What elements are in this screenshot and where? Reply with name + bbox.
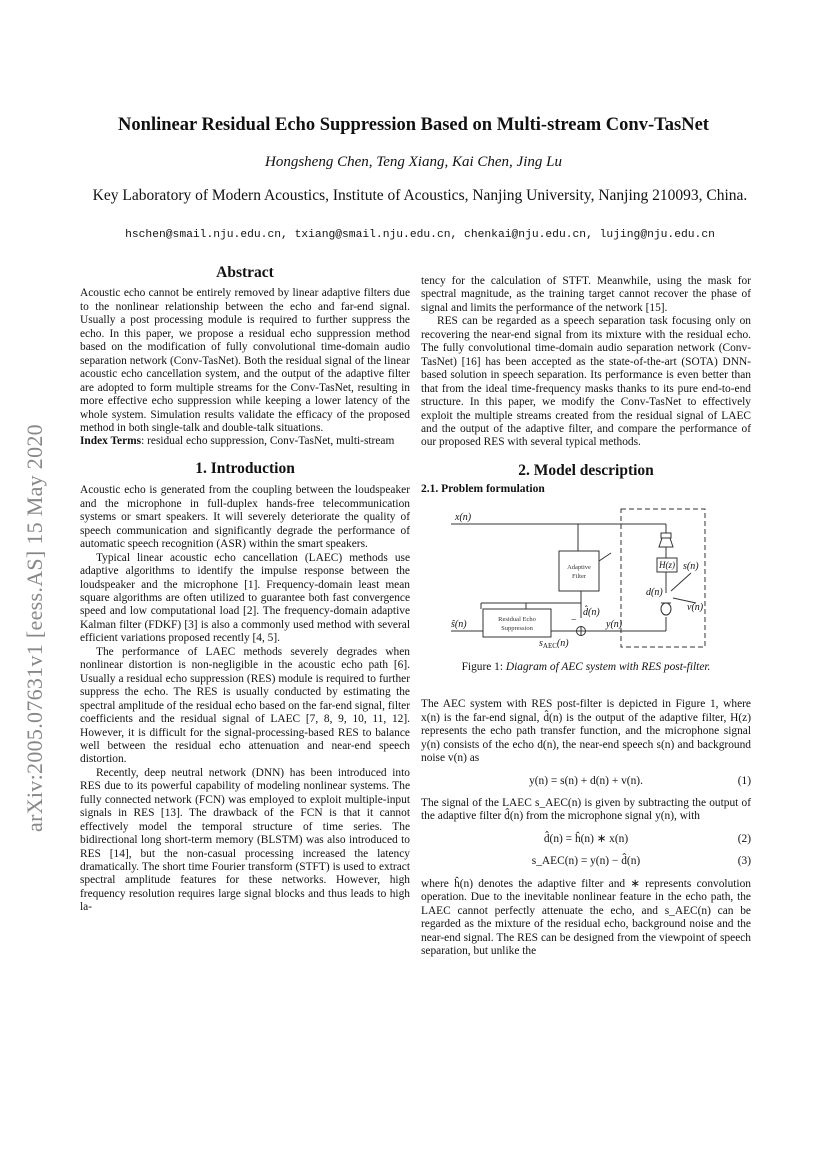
affiliation: Key Laboratory of Modern Acoustics, Institute of Acoustics, Nanjing University, Nanjing 210093, China. bbox=[92, 187, 748, 204]
abstract-text: Acoustic echo cannot be entirely removed by linear adaptive filters due to the nonlinear relationship between the echo and far-end signal. Usually a post processing module is required to further suppress the echo. In this paper, we propose a residual echo suppression method based on the modification of fully convolutional time-domain audio separation network (Conv-TasNet). Both the residual signal of the linear acoustic echo cancellation system, and the output of the adaptive filter are adopted to form multiple streams for the Conv-TasNet, resulting in more effective echo suppression while keeping a lower latency of the whole system. Simulation results validate the efficacy of the proposed method in both single-talk and double-talk situations. bbox=[80, 287, 410, 434]
dhat-label: d̂(n) bbox=[583, 606, 600, 618]
aec-paragraph: The AEC system with RES post-filter is depicted in Figure 1, where x(n) is the far-end signal, d̂(n) is the output of the adaptive filter, H(z) represents the echo path transfer function, and the microphone signal y(n) consists of the echo d(n), the near-end speech s(n) and background noise v(n) as bbox=[421, 698, 751, 765]
index-terms-text: : residual echo suppression, Conv-TasNet, multi-stream bbox=[141, 435, 395, 448]
model-heading: 2. Model description bbox=[518, 461, 654, 479]
x-label: x(n) bbox=[455, 511, 472, 523]
res-label-2: Suppression bbox=[501, 624, 533, 632]
saec-label: $s_{AEC}(n)$ bbox=[539, 637, 569, 650]
minus-label: − bbox=[571, 614, 577, 626]
figure-caption: Figure 1: Diagram of AEC system with RES post-filter. bbox=[461, 660, 711, 673]
paper-title: Nonlinear Residual Echo Suppression Based on Multi-stream Conv-TasNet bbox=[118, 115, 709, 135]
intro-paragraph: Recently, deep neutral network (DNN) has been introduced into RES due to its powerful capability of modeling nonlinear systems. The fully connected network (FCN) was employed to exploit multiple-input signals in RES [13]. The drawback of the FCN is that it cannot effectively model the temporal structure of time series. The bidirectional long short-term memory (BLSTM) was also introduced to RES [14], but the non-casual processing increased the latency dramatically. The short time Fourier transform (STFT) is used to extract spectral amplitude features for these networks. However, high frequency resolution requires large signal blocks and thus leads to high la- bbox=[80, 766, 410, 914]
shat-label: ŝ(n) bbox=[451, 618, 467, 630]
continued-paragraph: tency for the calculation of STFT. Meanwhile, using the mask for spectral magnitude, as the training target cannot recover the phase of signal and limits the performance of the network [15]. bbox=[421, 275, 751, 314]
laec-paragraph: The signal of the LAEC s_AEC(n) is given by subtracting the output of the adaptive filter d̂(n) from the microphone signal y(n), with bbox=[421, 796, 751, 823]
index-terms bbox=[80, 435, 410, 448]
y-label: y(n) bbox=[606, 618, 623, 630]
equation-2: d̂(n) = ĥ(n) ∗ x(n) (2) bbox=[543, 832, 751, 845]
aec-diagram bbox=[421, 503, 751, 653]
authors: Hongsheng Chen, Teng Xiang, Kai Chen, Jing Lu bbox=[265, 154, 562, 170]
emails: hschen@smail.nju.edu.cn, txiang@smail.nju.edu.cn, chenkai@nju.edu.cn, lujing@nju.edu.cn bbox=[125, 229, 715, 241]
left-column bbox=[80, 266, 410, 915]
intro-paragraph: Acoustic echo is generated from the coupling between the loudspeaker and the microphone in full-duplex hands-free telecommunication systems or smart speakers. It will severely deteriorate the quality of speech communication and significantly degrade the performance of automatic speech recognition (ASR) within the smart speakers. bbox=[80, 484, 410, 551]
right-column bbox=[421, 275, 751, 959]
v-label: v(n) bbox=[687, 601, 704, 613]
arxiv-side-label: arXiv:2005.07631v1 [eess.AS] 15 May 2020 bbox=[22, 424, 47, 832]
filter-paragraph: where ĥ(n) denotes the adaptive filter and ∗ represents convolution operation. Due to the inevitable nonlinear feature in the echo path, the LAEC cannot perfectly attenuate the echo, and s_AEC(n) can be regarded as the mixture of the residual echo, background noise and the near-end signal. The RES can be designed from the viewpoint of speech separation, but unlike the bbox=[421, 877, 751, 958]
abstract-heading: Abstract bbox=[216, 264, 274, 281]
intro-paragraph: Typical linear acoustic echo cancellation (LAEC) methods use adaptive algorithms to identify the impulse response between the loudspeaker and the microphone [1]. Frequency-domain least mean square algorithms are often utilized to guarantee both fast convergence speed and low computational load [2]. The frequency-domain adaptive Kalman filter (FDKF) [3] is also a commonly used method with several efficient variations proposed recently [4, 5]. bbox=[80, 551, 410, 645]
problem-subheading: 2.1. Problem formulation bbox=[421, 483, 545, 496]
s-label: s(n) bbox=[683, 560, 699, 572]
H-label: H(z) bbox=[659, 559, 675, 570]
equation-3: s_AEC(n) = y(n) − d̂(n) (3) bbox=[531, 855, 751, 868]
filter-label: Filter bbox=[571, 572, 587, 580]
equation-1: y(n) = s(n) + d(n) + v(n). (1) bbox=[529, 774, 751, 787]
index-terms-label: Index Terms bbox=[80, 435, 142, 448]
intro-paragraph: The performance of LAEC methods severely degrades when nonlinear distortion is non-negligible in the acoustic echo path [6]. Usually a residual echo suppression (RES) module is required to further suppress the echo. The RES is usually conducted by estimating the spectral amplitude of the residual echo based on the far-end signal, filter coefficients and the residual signal of LAEC [7, 8, 9, 10, 11, 12]. However, it is difficult for the signal-processing-based RES to balance well between the residual echo attenuation and near-end speech distortion. bbox=[80, 645, 410, 766]
adaptive-label: Adaptive bbox=[567, 563, 591, 571]
d-label: d(n) bbox=[646, 586, 663, 598]
res-label-1: Residual Echo bbox=[498, 615, 536, 623]
intro-heading: 1. Introduction bbox=[195, 459, 295, 477]
res-paragraph: RES can be regarded as a speech separation task focusing only on recovering the near-end signal from its mixture with the residual echo. The fully convolutional time-domain audio separation network (Conv-TasNet) [16] has been accepted as the state-of-the-art (SOTA) DNN-based solution in speech separation. Its performance is even better than that from the ideal time-frequency masks thanks to its pure end-to-end structure. In this paper, we modify the Conv-TasNet to effectively exploit the multiple streams created from the residual signal of LAEC and the output of the adaptive filter, and compare the performance of our proposed RES with several typical methods. bbox=[421, 315, 751, 449]
